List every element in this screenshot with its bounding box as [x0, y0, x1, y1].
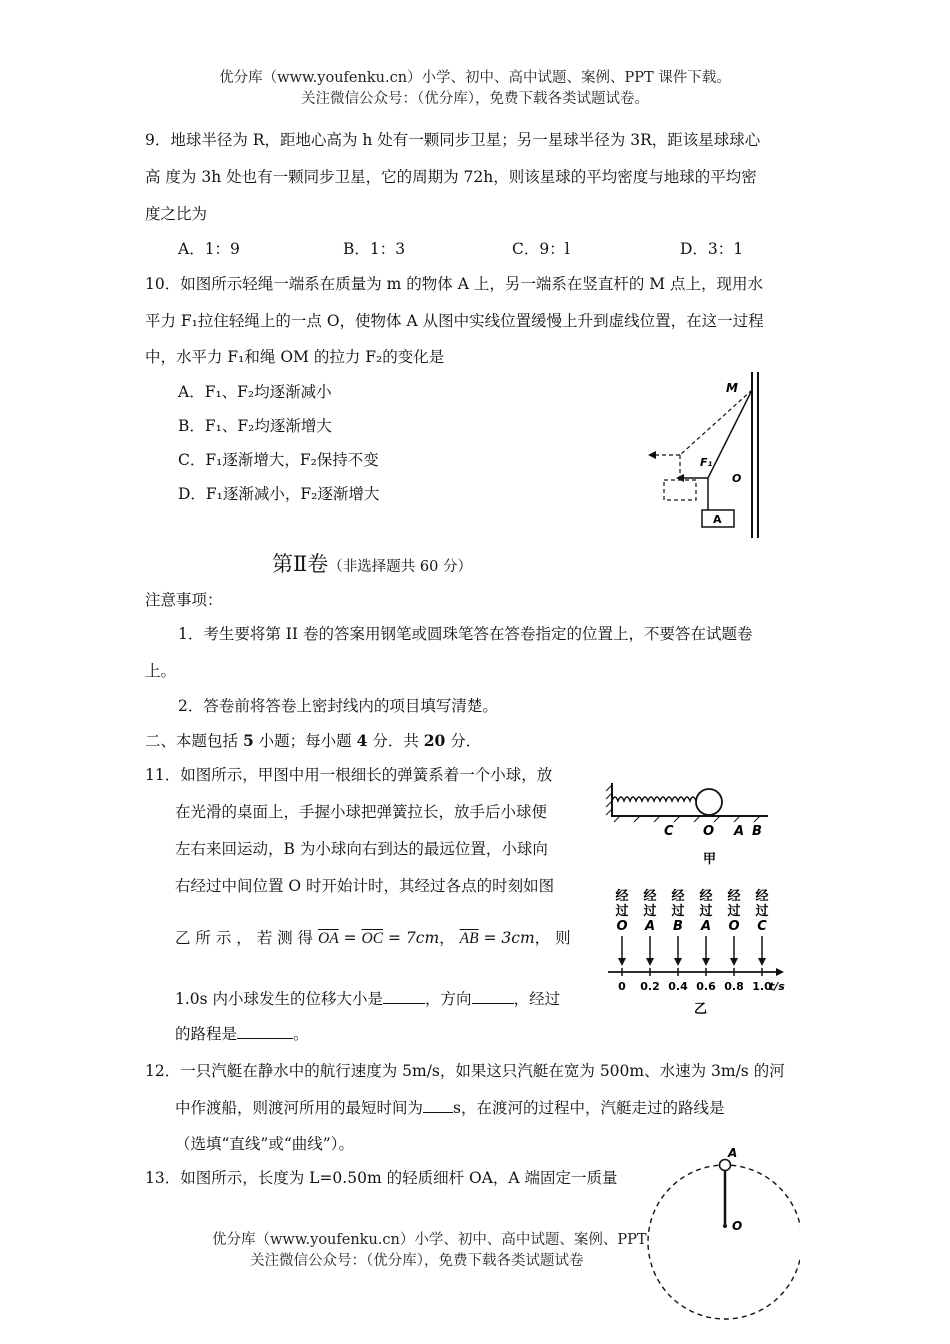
q11-line-7	[175, 1022, 309, 1044]
q11-line-2: 在光滑的桌面上，手握小球把弹簧拉长，放手后小球便	[175, 803, 548, 821]
caption-jia: 甲	[703, 852, 717, 867]
timeline-point-label: O	[728, 919, 740, 934]
q10-line-1: 10．如图所示轻绳一端系在质量为 m 的物体 A 上，另一端系在竖直杆的 M 点上，现用水	[145, 275, 764, 293]
timeline-arrowhead	[758, 958, 766, 966]
footer-line-2: 关注微信公众号：（优分库），免费下载各类试题试卷	[250, 1253, 584, 1269]
timeline-word-char: 过	[727, 904, 741, 919]
answer-blank-path[interactable]	[237, 1024, 293, 1039]
timeline-arrowhead	[730, 958, 738, 966]
q11-text: 。	[293, 1025, 309, 1043]
segment-oc: $\overline{OC}$	[361, 930, 384, 947]
value-3cm: = 3cm	[478, 929, 535, 947]
timeline-arrowhead	[674, 958, 682, 966]
q10-option-c: C．F₁逐渐增大，F₂保持不变	[178, 451, 379, 469]
timeline-column	[724, 888, 744, 993]
axis-unit: t/s	[769, 980, 785, 993]
timeline-arrowhead	[646, 958, 654, 966]
answer-blank-direction[interactable]	[472, 989, 514, 1004]
q13-line-1: 13．如图所示，长度为 L=0.50m 的轻质细杆 OA，A 端固定一质量	[145, 1169, 618, 1187]
answer-blank-time[interactable]	[423, 1098, 453, 1113]
section-total: 20	[423, 731, 446, 750]
part2-heading	[272, 548, 472, 578]
label-O: O	[703, 824, 715, 839]
dashed-arrowhead	[648, 451, 656, 459]
section-text: 分．	[445, 732, 482, 750]
time-axis-arrow	[776, 968, 784, 976]
label-A: A	[728, 1146, 738, 1160]
timeline-word-char: 经	[699, 889, 713, 904]
q11-line-4: 右经过中间位置 O 时开始计时，其经过各点的时刻如图	[175, 877, 555, 895]
footer-line-1: 优分库（www.youfenku.cn）小学、初中、高中试题、案例、PPT	[212, 1232, 647, 1248]
q11-text: 的路程是	[175, 1025, 238, 1043]
q10-figure	[640, 370, 770, 540]
part2-subtitle: （非选择题共 60 分）	[328, 559, 472, 575]
timeline-point-label: B	[673, 919, 683, 934]
notice-1b: 上。	[145, 662, 177, 680]
q10-line-2: 平力 F₁拉住轻绳上的一点 O，使物体 A 从图中实线位置缓慢上升到虚线位置，在这一过程	[145, 312, 764, 330]
q12-line-2	[175, 1096, 724, 1118]
q10-option-b: B．F₁、F₂均逐渐增大	[178, 417, 332, 435]
q13-figure	[630, 1142, 800, 1342]
q9-line-2: 高 度为 3h 处也有一颗同步卫星，它的周期为 72h，则该星球的平均密度与地球的平均密	[145, 168, 757, 186]
q11-figure-yi	[600, 880, 790, 1020]
q11-text: 1.0s 内小球发生的位移大小是	[175, 990, 384, 1008]
q11-line5-prefix: 乙 所 示 ， 若 测 得	[175, 929, 314, 947]
timeline-word-char: 经	[727, 889, 741, 904]
q10-option-d: D．F₁逐渐减小，F₂逐渐增大	[178, 485, 380, 503]
label-F1: F₁	[700, 456, 713, 469]
separator: ，	[439, 929, 455, 947]
dashed-rope	[680, 390, 752, 455]
caption-yi: 乙	[694, 1002, 708, 1017]
timeline-column	[752, 888, 772, 993]
timeline-word-char: 过	[615, 904, 629, 919]
section-text: 二、本题包括	[145, 732, 243, 750]
axis-tick-label: 0	[618, 980, 626, 993]
q11-text: ，经过	[513, 990, 561, 1008]
label-C: C	[664, 824, 674, 839]
q9-option-d: D．3：1	[680, 240, 744, 258]
ball	[696, 789, 722, 815]
header-line-1: 优分库（www.youfenku.cn）小学、初中、高中试题、案例、PPT 课件下载。	[219, 70, 731, 86]
timeline-arrowhead	[702, 958, 710, 966]
axis-tick-label: 0.6	[696, 980, 716, 993]
q11-line5-suffix: ， 则	[534, 929, 571, 947]
section-text: 小题；每小题	[253, 732, 357, 750]
section-points: 4	[356, 731, 368, 750]
axis-tick-label: 0.4	[668, 980, 688, 993]
rope-om	[708, 390, 752, 478]
timeline-point-label: O	[616, 919, 628, 934]
q11-line-5	[175, 926, 571, 948]
timeline-column	[668, 888, 688, 993]
q10-line-3: 中，水平力 F₁和绳 OM 的拉力 F₂的变化是	[145, 348, 445, 366]
label-B: B	[752, 824, 762, 839]
q12-text: s，在渡河的过程中，汽艇走过的路线是	[453, 1099, 725, 1117]
timeline-column	[615, 888, 628, 993]
axis-tick-label: 0.8	[724, 980, 744, 993]
axis-tick-label: 0.2	[640, 980, 660, 993]
q12-line-1: 12．一只汽艇在静水中的航行速度为 5m/s，如果这只汽艇在宽为 500m、水速为 3m/s 的河	[145, 1062, 785, 1080]
timeline-word-char: 过	[671, 904, 685, 919]
pivot-o	[723, 1224, 727, 1228]
timeline-word-char: 经	[643, 889, 657, 904]
q11-line-6	[175, 987, 560, 1009]
q11-text: ，方向	[425, 990, 472, 1008]
label-A: A	[734, 824, 745, 839]
timeline-columns	[615, 888, 772, 993]
label-A: A	[713, 513, 722, 526]
value-7cm: = 7cm	[383, 929, 440, 947]
timeline-point-label: A	[644, 919, 656, 934]
timeline-word-char: 经	[671, 889, 685, 904]
answer-blank-displacement[interactable]	[383, 989, 425, 1004]
equals: =	[338, 929, 362, 947]
timeline-column	[640, 888, 660, 993]
notice-1a: 1．考生要将第 II 卷的答案用钢笔或圆珠笔答在答卷指定的位置上，不要答在试题卷	[178, 625, 753, 643]
timeline-point-label: C	[757, 919, 767, 934]
q9-line-3: 度之比为	[145, 205, 208, 223]
notice-title: 注意事项：	[145, 591, 223, 609]
timeline-word-char: 经	[755, 889, 769, 904]
timeline-point-label: A	[700, 919, 712, 934]
timeline-arrowhead	[618, 958, 626, 966]
q12-line-3: （选填“直线”或“曲线”）。	[175, 1135, 354, 1153]
timeline-word-char: 过	[643, 904, 657, 919]
notice-2: 2．答卷前将答卷上密封线内的项目填写清楚。	[178, 697, 498, 715]
label-O: O	[732, 1219, 743, 1233]
q9-option-b: B．1：3	[343, 240, 406, 258]
timeline-column	[696, 888, 716, 993]
timeline-word-char: 过	[755, 904, 769, 919]
segment-oa: $\overline{OA}$	[318, 930, 339, 947]
section-count: 5	[242, 731, 254, 750]
q9-line-1: 9．地球半径为 R，距地心高为 h 处有一颗同步卫星；另一星球半径为 3R，距该星球球心	[145, 131, 761, 149]
spring	[612, 797, 702, 801]
q9-option-a: A．1：9	[178, 240, 240, 258]
q10-option-a: A．F₁、F₂均逐渐减小	[178, 383, 332, 401]
header-line-2: 关注微信公众号：（优分库），免费下载各类试题试卷。	[301, 91, 649, 107]
dashed-block	[664, 480, 696, 500]
ball-a	[720, 1160, 731, 1171]
q11-line-3: 左右来回运动，B 为小球向右到达的最远位置，小球向	[175, 840, 548, 858]
label-O: O	[732, 472, 742, 485]
section-text: 分．共	[367, 732, 424, 750]
timeline-word-char: 经	[615, 889, 629, 904]
q12-text: 中作渡船，则渡河所用的最短时间为	[175, 1099, 424, 1117]
q11-figure-jia	[600, 775, 780, 870]
q11-line-1: 11．如图所示，甲图中用一根细长的弹簧系着一个小球，放	[145, 766, 553, 784]
axis-tick-label: 1.0	[752, 980, 772, 993]
part2-title: 第Ⅱ卷	[272, 552, 329, 576]
q9-option-c: C．9：l	[512, 240, 570, 258]
timeline-word-char: 过	[699, 904, 713, 919]
segment-ab: $\overline{AB}$	[459, 930, 479, 947]
section-2-heading	[145, 729, 481, 751]
label-M: M	[726, 381, 738, 395]
